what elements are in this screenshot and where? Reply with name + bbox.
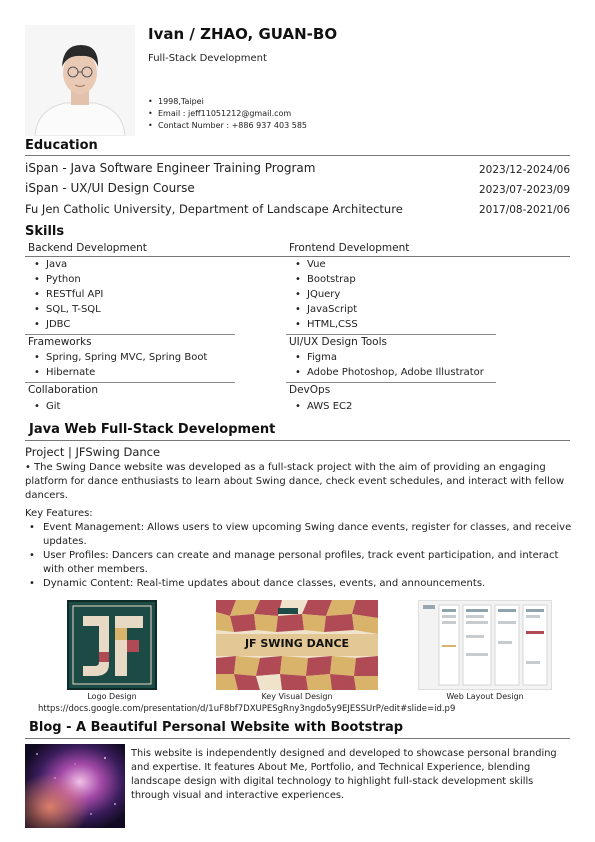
skill-item: • Figma [289, 350, 484, 365]
skill-item: • Java [28, 257, 103, 272]
skill-item: • Python [28, 272, 103, 287]
profile-photo [25, 25, 135, 136]
education-heading: Education [25, 138, 98, 153]
feature-item: • Dynamic Content: Real-time updates about dance classes, events, and announcements. [25, 577, 575, 591]
frameworks-skill-list [28, 350, 207, 380]
skills-group-divider [286, 382, 496, 383]
education-item-name: iSpan - UX/UI Design Course [25, 181, 195, 195]
logo-caption: Logo Design [87, 692, 137, 701]
feature-item: • Event Management: Allows users to view upcoming Swing dance events, register for classes, and receive updates. [25, 521, 575, 549]
birth-info: • 1998,Taipei [148, 96, 307, 108]
skill-item: • AWS EC2 [289, 399, 352, 414]
education-item-date: 2023/07-2023/09 [478, 184, 570, 196]
skill-group-heading: DevOps [289, 384, 331, 396]
devops-skill-list [289, 399, 352, 414]
skill-item: • JDBC [28, 317, 103, 332]
phone-info: • Contact Number : +886 937 403 585 [148, 120, 307, 132]
skills-group-divider [286, 334, 496, 335]
design-skill-list [289, 350, 484, 380]
skill-group-heading: Collaboration [28, 384, 98, 396]
skill-item: • SQL, T-SQL [28, 302, 103, 317]
skill-item: • Bootstrap [289, 272, 358, 287]
collaboration-skill-list [28, 399, 60, 414]
skill-item: • JavaScript [289, 302, 358, 317]
skill-item: • Vue [289, 257, 358, 272]
skill-item: • RESTful API [28, 287, 103, 302]
education-item-date: 2023/12-2024/06 [478, 164, 570, 176]
project-title: Project | JFSwing Dance [25, 445, 161, 459]
education-item-date: 2017/08-2021/06 [478, 204, 570, 216]
skills-group-divider [25, 382, 235, 383]
key-visual-caption: Key Visual Design [261, 692, 333, 701]
skill-group-heading: UI/UX Design Tools [289, 336, 387, 348]
feature-list [25, 521, 575, 591]
key-visual-title: JF SWING DANCE [244, 637, 350, 650]
skill-group-heading: Frameworks [28, 336, 92, 348]
education-item-name: iSpan - Java Software Engineer Training Program [25, 161, 316, 175]
education-item-name: Fu Jen Catholic University, Department of Landscape Architecture [25, 202, 403, 216]
project-description: • The Swing Dance website was developed as a full-stack project with the aim of providing an engaging platform for dance enthusiasts to learn about Swing dance, check event schedules, and interact with fellow dancers. [25, 462, 565, 501]
blog-divider [25, 738, 570, 739]
education-divider [25, 155, 570, 156]
skill-group-heading: Frontend Development [289, 242, 410, 254]
skill-item: • Git [28, 399, 60, 414]
project-section-heading: Java Web Full-Stack Development [29, 422, 276, 437]
candidate-role: Full-Stack Development [148, 53, 267, 64]
feature-item: • User Profiles: Dancers can create and manage personal profiles, track event participation, and interact with other members. [25, 549, 575, 577]
blog-preview-image [25, 744, 125, 828]
email-info: • Email : jeff11051212@gmail.com [148, 108, 307, 120]
skill-group-heading: Backend Development [28, 242, 147, 254]
skill-item: • HTML,CSS [289, 317, 358, 332]
skill-item: • Hibernate [28, 365, 207, 380]
web-layout-image [418, 600, 552, 690]
skills-group-divider [25, 334, 235, 335]
skill-item: • Adobe Photoshop, Adobe Illustrator [289, 365, 484, 380]
candidate-name: Ivan / ZHAO, GUAN-BO [148, 25, 338, 43]
skill-item: • Spring, Spring MVC, Spring Boot [28, 350, 207, 365]
blog-description: This website is independently designed and developed to showcase personal branding and expertise. It features About Me, Portfolio, and Technical Experience, blending landscape design with digital technology to highlight full-stack development skills through visual and interactive experiences. [131, 748, 557, 801]
contact-list [148, 96, 307, 132]
web-layout-caption: Web Layout Design [446, 692, 524, 701]
project-divider [25, 440, 570, 441]
frontend-skill-list [289, 257, 358, 332]
presentation-link[interactable]: https://docs.google.com/presentation/d/1uF8bf7DXUPESgRny3ngdo5y9EJESSUrP/edit#slide=id.p9 [38, 704, 456, 714]
skills-heading: Skills [25, 224, 65, 239]
key-features-label: Key Features: [25, 508, 93, 519]
blog-section-heading: Blog - A Beautiful Personal Website with Bootstrap [29, 720, 404, 735]
logo-letters [67, 600, 157, 690]
backend-skill-list [28, 257, 103, 332]
skill-item: • JQuery [289, 287, 358, 302]
